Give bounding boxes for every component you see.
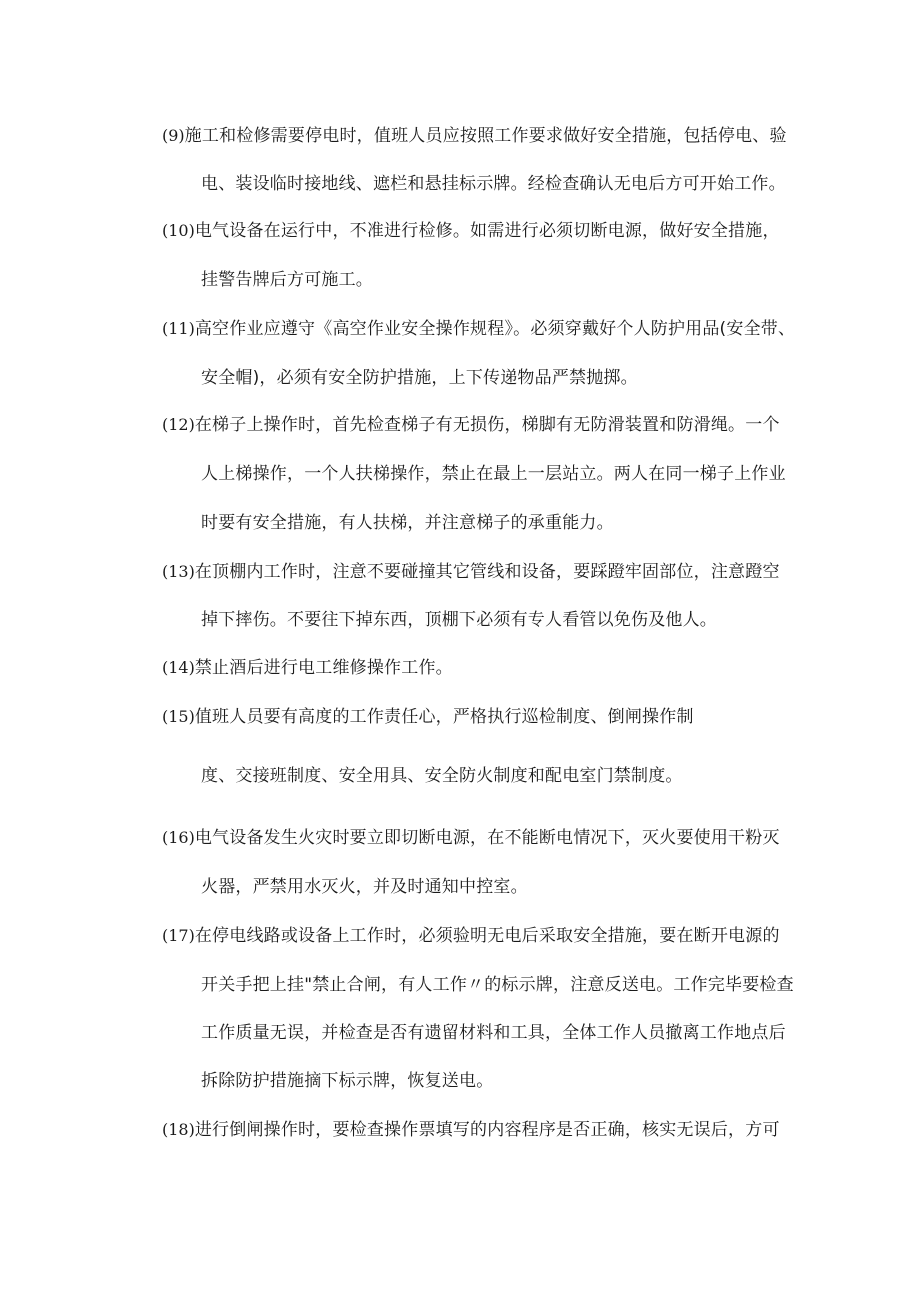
item-text: 在顶棚内工作时，注意不要碰撞其它管线和设备，要踩蹬牢固部位，注意蹬空 [194,562,780,582]
item-number: (16) [162,828,195,847]
item-17-continuation [201,973,794,997]
item-9-first-line [162,124,787,148]
item-9-continuation [201,172,786,196]
item-number: (18) [162,1120,195,1139]
item-12-first-line [162,413,780,437]
item-11-continuation [201,366,638,390]
item-number: (11) [162,319,195,338]
item-14-first-line [162,656,453,680]
item-12-continuation [201,462,786,486]
item-17-continuation [201,1021,786,1045]
item-text: 人上梯操作，一个人扶梯操作，禁止在最上一层站立。两人在同一梯子上作业 [201,464,786,484]
item-text: 施工和检修需要停电时，值班人员应按照工作要求做好安全措施，包括停电、验 [184,126,787,146]
item-18-first-line [162,1118,780,1142]
item-text: 挂警告牌后方可施工。 [201,270,373,290]
item-16-first-line [162,826,780,850]
item-text: 度、交接班制度、安全用具、安全防火制度和配电室门禁制度。 [201,766,683,786]
item-number: (15) [162,707,195,726]
item-text: 掉下摔伤。不要往下掉东西，顶棚下必须有专人看管以免伤及他人。 [201,610,717,630]
item-number: (9) [162,126,185,145]
item-text: 工作质量无误，并检查是否有遗留材料和工具，全体工作人员撤离工作地点后 [201,1023,786,1043]
item-text: 禁止酒后进行电工维修操作工作。 [194,658,453,678]
item-text: 在梯子上操作时，首先检查梯子有无损伤，梯脚有无防滑装置和防滑绳。一个 [194,415,780,435]
item-number: (13) [162,562,195,581]
item-15-continuation [201,764,683,788]
item-text: 拆除防护措施摘下标示牌，恢复送电。 [201,1071,494,1091]
item-13-continuation [201,608,717,632]
item-10-first-line [162,219,780,243]
item-text: 时要有安全措施，有人扶梯，并注意梯子的承重能力。 [201,513,614,533]
item-17-continuation [201,1069,493,1093]
item-12-continuation [201,511,614,535]
item-text: 电、装设临时接地线、遮栏和悬挂标示牌。经检查确认无电后方可开始工作。 [201,174,786,194]
item-number: (17) [162,926,195,945]
item-number: (14) [162,658,195,677]
item-text: 值班人员要有高度的工作责任心，严格执行巡检制度、倒闸操作制 [194,707,694,727]
item-10-continuation [201,268,373,292]
item-text: 安全帽)，必须有安全防护措施，上下传递物品严禁抛掷。 [201,368,638,388]
item-11-first-line [162,317,795,341]
item-16-continuation [201,875,528,899]
item-13-first-line [162,560,780,584]
item-number: (10) [162,221,195,240]
item-17-first-line [162,924,780,948]
item-text: 火器，严禁用水灭火，并及时通知中控室。 [201,877,528,897]
item-text: 进行倒闸操作时，要检查操作票填写的内容程序是否正确，核实无误后，方可 [194,1120,780,1140]
item-text: 在停电线路或设备上工作时，必须验明无电后采取安全措施，要在断开电源的 [194,926,780,946]
item-15-first-line [162,705,694,729]
item-text: 电气设备在运行中，不准进行检修。如需进行必须切断电源，做好安全措施， [194,221,780,241]
item-number: (12) [162,415,195,434]
item-text: 开关手把上挂"禁止合闸，有人工作〃的标示牌，注意反送电。工作完毕要检查 [201,975,794,995]
item-text: 电气设备发生火灾时要立即切断电源，在不能断电情况下，灭火要使用干粉灭 [194,828,780,848]
item-text: 高空作业应遵守《高空作业安全操作规程》。必须穿戴好个人防护用品(安全带、 [194,319,796,339]
